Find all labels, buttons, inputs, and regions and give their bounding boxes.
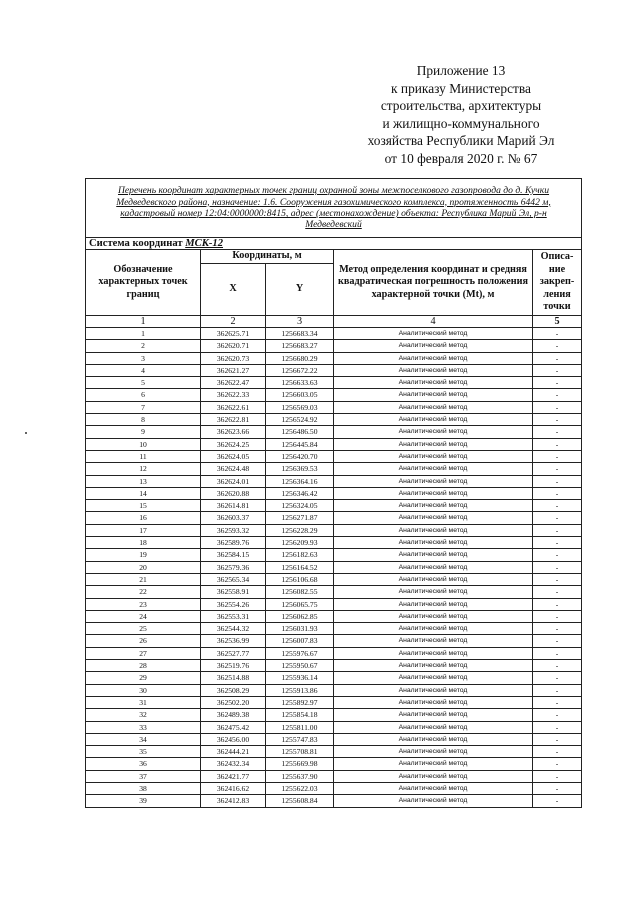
table-row [86,401,582,413]
cell-method: Аналитический метод [334,795,533,807]
header-coords: Координаты, м [201,250,334,264]
cell-description: - [533,746,582,758]
cell-point-number: 8 [86,414,201,426]
cell-point-number: 19 [86,549,201,561]
cell-coord-x: 362622.47 [201,377,266,389]
table-row [86,389,582,401]
cell-coord-y: 1256486.50 [266,426,334,438]
appendix-line: и жилищно-коммунального [382,115,540,131]
cell-description: - [533,647,582,659]
table-row [86,414,582,426]
cell-coord-y: 1255811.00 [266,721,334,733]
cell-coord-x: 362416.62 [201,782,266,794]
cell-point-number: 11 [86,450,201,462]
cell-point-number: 15 [86,500,201,512]
cell-coord-x: 362489.38 [201,709,266,721]
cell-point-number: 21 [86,573,201,585]
cell-description: - [533,463,582,475]
cell-description: - [533,524,582,536]
appendix-line: от 10 февраля 2020 г. № 67 [384,150,538,166]
cell-coord-y: 1256672.22 [266,364,334,376]
table-row [86,438,582,450]
cell-point-number: 2 [86,340,201,352]
table-row [86,549,582,561]
cell-description: - [533,438,582,450]
cell-description: - [533,672,582,684]
cell-coord-x: 362620.71 [201,340,266,352]
cell-method: Аналитический метод [334,561,533,573]
cell-coord-y: 1255708.81 [266,746,334,758]
cell-method: Аналитический метод [334,340,533,352]
table-row [86,795,582,807]
cell-description: - [533,475,582,487]
cell-coord-x: 362536.99 [201,635,266,647]
table-row [86,684,582,696]
cell-description: - [533,340,582,352]
cell-coord-y: 1256603.05 [266,389,334,401]
appendix-line: к приказу Министерства [391,80,531,96]
cell-method: Аналитический метод [334,487,533,499]
table-row [86,672,582,684]
table-row [86,709,582,721]
cell-method: Аналитический метод [334,328,533,340]
cell-point-number: 7 [86,401,201,413]
table-row [86,475,582,487]
coordinate-system-label: Система координат [89,238,183,249]
table-row [86,450,582,462]
cell-coord-y: 1256065.75 [266,598,334,610]
caption-row [86,179,582,238]
cell-method: Аналитический метод [334,352,533,364]
cell-method: Аналитический метод [334,610,533,622]
cell-description: - [533,352,582,364]
cell-description: - [533,709,582,721]
system-row [86,238,582,250]
table-row [86,660,582,672]
cell-coord-x: 362544.32 [201,623,266,635]
table-row [86,512,582,524]
cell-description: - [533,512,582,524]
scan-speck [25,432,27,434]
cell-point-number: 6 [86,389,201,401]
cell-coord-y: 1255622.03 [266,782,334,794]
cell-coord-y: 1256445.84 [266,438,334,450]
coordinates-table [85,178,582,808]
cell-point-number: 3 [86,352,201,364]
cell-coord-x: 362475.42 [201,721,266,733]
cell-coord-y: 1256369.53 [266,463,334,475]
cell-description: - [533,389,582,401]
cell-point-number: 28 [86,660,201,672]
cell-point-number: 4 [86,364,201,376]
cell-description: - [533,426,582,438]
cell-coord-y: 1256524.92 [266,414,334,426]
cell-description: - [533,610,582,622]
cell-coord-y: 1255976.67 [266,647,334,659]
table-row [86,328,582,340]
table-row [86,573,582,585]
cell-coord-y: 1255854.18 [266,709,334,721]
cell-coord-y: 1256164.52 [266,561,334,573]
cell-point-number: 26 [86,635,201,647]
coordinate-system [86,238,582,250]
cell-coord-x: 362519.76 [201,660,266,672]
cell-coord-x: 362565.34 [201,573,266,585]
cell-description: - [533,782,582,794]
cell-point-number: 1 [86,328,201,340]
cell-coord-x: 362603.37 [201,512,266,524]
table-row [86,610,582,622]
cell-method: Аналитический метод [334,758,533,770]
cell-method: Аналитический метод [334,709,533,721]
cell-description: - [533,487,582,499]
cell-point-number: 14 [86,487,201,499]
cell-description: - [533,549,582,561]
cell-description: - [533,696,582,708]
cell-coord-x: 362620.73 [201,352,266,364]
cell-point-number: 9 [86,426,201,438]
cell-method: Аналитический метод [334,401,533,413]
cell-method: Аналитический метод [334,364,533,376]
cell-point-number: 13 [86,475,201,487]
cell-point-number: 22 [86,586,201,598]
cell-method: Аналитический метод [334,635,533,647]
cell-coord-y: 1256346.42 [266,487,334,499]
cell-method: Аналитический метод [334,450,533,462]
header-method: Метод определения координат и средняя квадратическая погрешность положения характерной точки (Mt), м [334,250,533,316]
cell-point-number: 24 [86,610,201,622]
header-row-top [86,250,582,264]
column-number: 4 [334,316,533,328]
cell-method: Аналитический метод [334,426,533,438]
cell-description: - [533,328,582,340]
cell-coord-x: 362412.83 [201,795,266,807]
cell-description: - [533,500,582,512]
table-row [86,537,582,549]
cell-coord-y: 1256062.85 [266,610,334,622]
column-number: 2 [201,316,266,328]
table-row [86,635,582,647]
cell-coord-y: 1255892.97 [266,696,334,708]
table-row [86,586,582,598]
cell-method: Аналитический метод [334,598,533,610]
cell-coord-y: 1255637.90 [266,770,334,782]
cell-coord-y: 1256683.27 [266,340,334,352]
cell-method: Аналитический метод [334,549,533,561]
cell-description: - [533,660,582,672]
cell-description: - [533,598,582,610]
cell-point-number: 38 [86,782,201,794]
cell-coord-y: 1255950.67 [266,660,334,672]
table-row [86,352,582,364]
cell-coord-x: 362553.31 [201,610,266,622]
cell-coord-x: 362508.29 [201,684,266,696]
cell-method: Аналитический метод [334,770,533,782]
cell-coord-y: 1255608.84 [266,795,334,807]
table-row [86,487,582,499]
cell-point-number: 39 [86,795,201,807]
cell-method: Аналитический метод [334,696,533,708]
cell-method: Аналитический метод [334,438,533,450]
appendix-line: Приложение 13 [416,63,506,78]
table-row [86,426,582,438]
cell-coord-x: 362622.81 [201,414,266,426]
cell-method: Аналитический метод [334,573,533,585]
cell-method: Аналитический метод [334,721,533,733]
cell-point-number: 12 [86,463,201,475]
cell-point-number: 16 [86,512,201,524]
cell-point-number: 32 [86,709,201,721]
cell-coord-x: 362623.66 [201,426,266,438]
appendix-line: строительства, архитектуры [380,98,542,114]
cell-coord-y: 1256228.29 [266,524,334,536]
cell-description: - [533,450,582,462]
table-row [86,647,582,659]
cell-coord-x: 362558.91 [201,586,266,598]
cell-coord-y: 1256683.34 [266,328,334,340]
cell-description: - [533,586,582,598]
cell-coord-x: 362421.77 [201,770,266,782]
cell-method: Аналитический метод [334,684,533,696]
column-number: 3 [266,316,334,328]
cell-point-number: 5 [86,377,201,389]
cell-coord-x: 362444.21 [201,746,266,758]
coordinates-table-body [86,179,582,808]
cell-method: Аналитический метод [334,623,533,635]
cell-method: Аналитический метод [334,782,533,794]
cell-coord-y: 1255669.98 [266,758,334,770]
cell-point-number: 17 [86,524,201,536]
cell-point-number: 37 [86,770,201,782]
cell-method: Аналитический метод [334,537,533,549]
table-row [86,721,582,733]
cell-coord-x: 362622.61 [201,401,266,413]
cell-point-number: 36 [86,758,201,770]
table-row [86,377,582,389]
cell-coord-x: 362514.88 [201,672,266,684]
cell-description: - [533,733,582,745]
cell-coord-x: 362502.20 [201,696,266,708]
cell-coord-x: 362624.01 [201,475,266,487]
cell-coord-y: 1256271.87 [266,512,334,524]
cell-coord-x: 362624.05 [201,450,266,462]
cell-coord-y: 1256182.63 [266,549,334,561]
cell-point-number: 29 [86,672,201,684]
header-x: X [201,264,266,316]
table-row [86,733,582,745]
cell-method: Аналитический метод [334,524,533,536]
cell-point-number: 20 [86,561,201,573]
cell-description: - [533,537,582,549]
cell-coord-y: 1256209.93 [266,537,334,549]
cell-description: - [533,758,582,770]
cell-coord-x: 362621.27 [201,364,266,376]
cell-coord-y: 1256106.68 [266,573,334,585]
cell-coord-x: 362622.33 [201,389,266,401]
cell-coord-x: 362456.00 [201,733,266,745]
cell-method: Аналитический метод [334,500,533,512]
cell-point-number: 33 [86,721,201,733]
cell-method: Аналитический метод [334,414,533,426]
cell-point-number: 27 [86,647,201,659]
header-point: Обозначение характерных точек границ [86,250,201,316]
cell-coord-y: 1256007.83 [266,635,334,647]
table-row [86,500,582,512]
cell-coord-x: 362620.88 [201,487,266,499]
cell-point-number: 35 [86,746,201,758]
cell-coord-x: 362554.26 [201,598,266,610]
cell-point-number: 23 [86,598,201,610]
cell-method: Аналитический метод [334,463,533,475]
appendix-line: хозяйства Республики Марий Эл [367,133,555,149]
cell-description: - [533,684,582,696]
cell-point-number: 10 [86,438,201,450]
table-row [86,782,582,794]
cell-coord-y: 1256569.03 [266,401,334,413]
cell-description: - [533,364,582,376]
cell-description: - [533,573,582,585]
cell-point-number: 31 [86,696,201,708]
cell-method: Аналитический метод [334,586,533,598]
cell-coord-y: 1256633.63 [266,377,334,389]
cell-method: Аналитический метод [334,733,533,745]
cell-coord-x: 362527.77 [201,647,266,659]
table-row [86,746,582,758]
cell-point-number: 25 [86,623,201,635]
cell-description: - [533,795,582,807]
cell-point-number: 34 [86,733,201,745]
cell-coord-x: 362614.81 [201,500,266,512]
cell-coord-y: 1255913.86 [266,684,334,696]
cell-coord-x: 362432.34 [201,758,266,770]
cell-description: - [533,770,582,782]
table-caption: Перечень координат характерных точек границ охранной зоны межпоселкового газопровода до д. Кучки Медведевского района, назначение: 1.6. Сооружения газохимического комплекса, протяженность 6442 м, кадастровый номер 12:04:0000000:8415, адрес (местонахождение) объекта: Республика Марий Эл, р-н Медведевский [86,179,582,238]
table-row [86,340,582,352]
column-number-row [86,316,582,328]
cell-description: - [533,561,582,573]
cell-description: - [533,635,582,647]
header-description: Описа-ние закреп-ления точки [533,250,582,316]
table-row [86,598,582,610]
cell-coord-y: 1256420.70 [266,450,334,462]
table-row [86,770,582,782]
cell-coord-x: 362589.76 [201,537,266,549]
column-number: 1 [86,316,201,328]
table-row [86,463,582,475]
cell-coord-y: 1255747.83 [266,733,334,745]
cell-coord-x: 362584.15 [201,549,266,561]
header-y: Y [266,264,334,316]
table-row [86,758,582,770]
cell-point-number: 30 [86,684,201,696]
cell-point-number: 18 [86,537,201,549]
table-row [86,696,582,708]
cell-coord-y: 1256324.05 [266,500,334,512]
cell-coord-y: 1255936.14 [266,672,334,684]
cell-method: Аналитический метод [334,746,533,758]
coordinate-system-name: МСК-12 [185,238,224,249]
cell-description: - [533,401,582,413]
cell-method: Аналитический метод [334,475,533,487]
cell-method: Аналитический метод [334,672,533,684]
cell-description: - [533,721,582,733]
cell-description: - [533,414,582,426]
table-row [86,524,582,536]
cell-coord-y: 1256031.93 [266,623,334,635]
cell-coord-x: 362624.25 [201,438,266,450]
cell-description: - [533,377,582,389]
cell-method: Аналитический метод [334,660,533,672]
cell-method: Аналитический метод [334,377,533,389]
cell-method: Аналитический метод [334,512,533,524]
table-row [86,561,582,573]
cell-coord-y: 1256082.55 [266,586,334,598]
cell-coord-y: 1256680.29 [266,352,334,364]
cell-coord-y: 1256364.16 [266,475,334,487]
table-row [86,623,582,635]
cell-coord-x: 362593.32 [201,524,266,536]
appendix-header [356,62,566,168]
cell-coord-x: 362624.48 [201,463,266,475]
cell-coord-x: 362579.36 [201,561,266,573]
cell-method: Аналитический метод [334,389,533,401]
table-row [86,364,582,376]
column-number: 5 [533,316,582,328]
cell-description: - [533,623,582,635]
cell-method: Аналитический метод [334,647,533,659]
cell-coord-x: 362625.71 [201,328,266,340]
